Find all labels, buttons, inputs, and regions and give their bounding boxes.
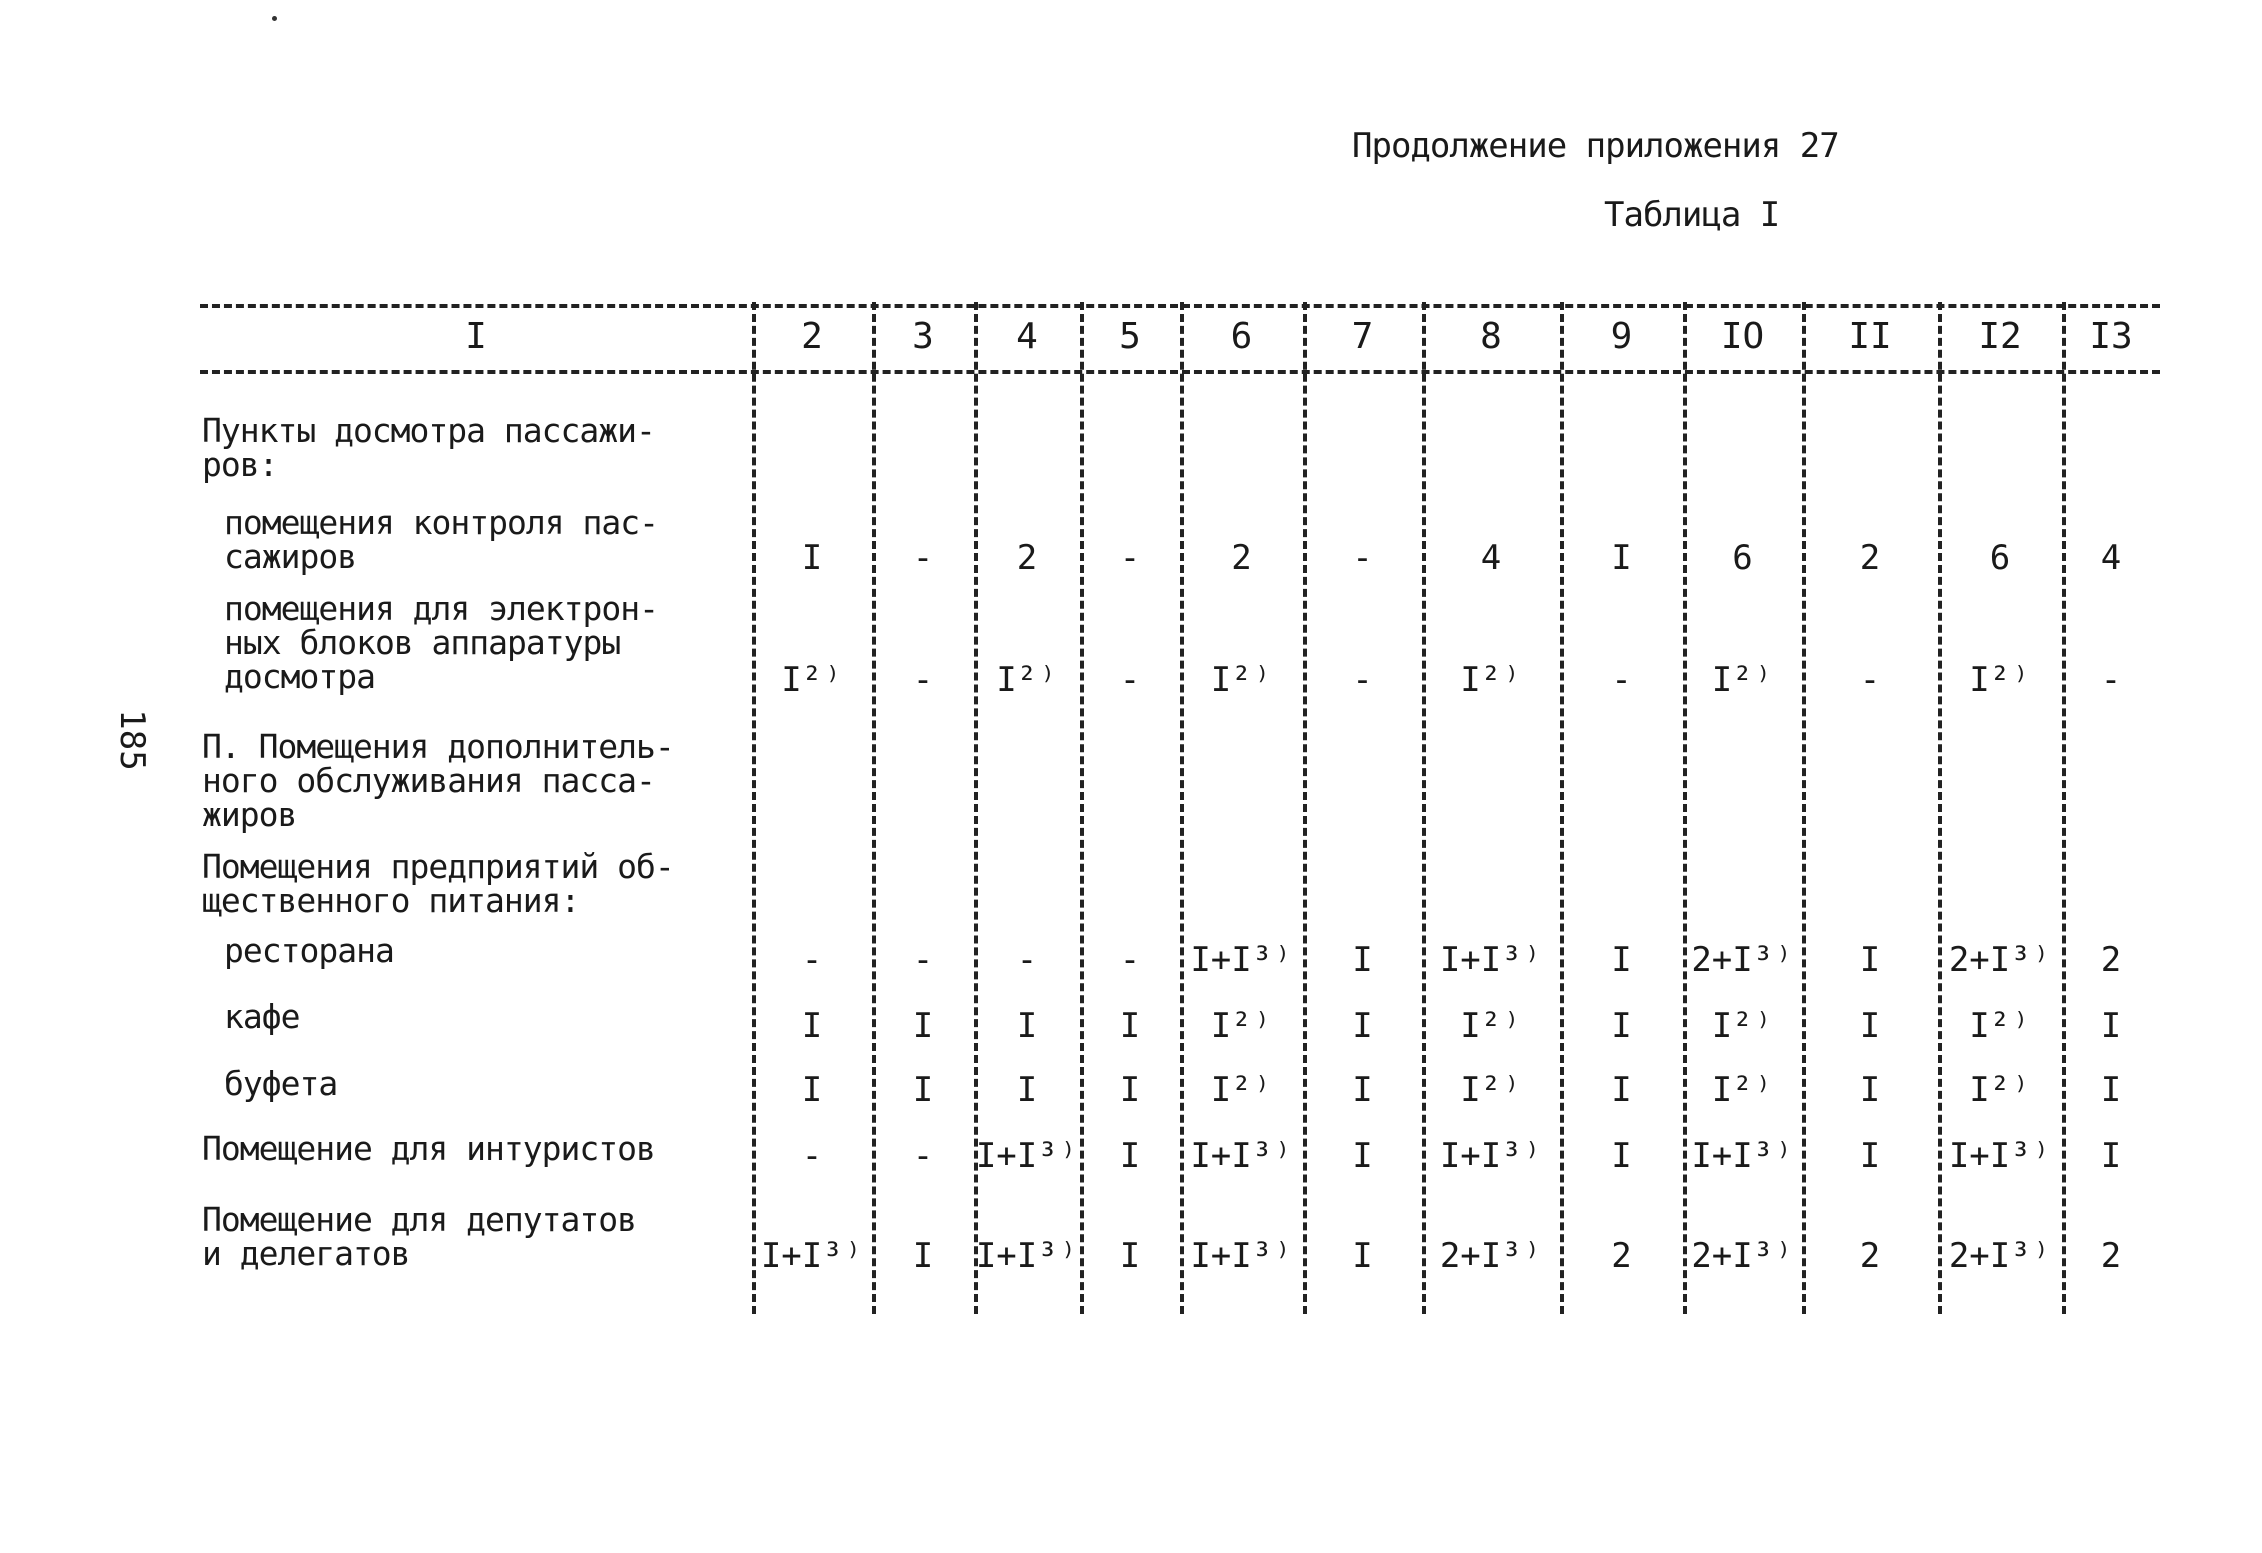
column-header: 5 — [1119, 316, 1141, 357]
table-cell: - — [801, 1136, 823, 1176]
table-cell: - — [1352, 538, 1373, 578]
table-cell: I — [1352, 1236, 1373, 1276]
table-cell: I — [1611, 1136, 1632, 1176]
table-cell: I — [1352, 1136, 1373, 1176]
table-cell: - — [912, 1136, 934, 1176]
column-header: 3 — [912, 316, 934, 357]
table-cell: 2 — [2100, 940, 2122, 980]
column-header: 6 — [1230, 316, 1253, 357]
table-cell: I²⁾ — [1210, 1070, 1273, 1110]
row-label: буфета — [224, 1064, 338, 1103]
column-header: 2 — [801, 316, 823, 357]
table-cell: I+I³⁾ — [1439, 940, 1543, 980]
table-cell: I²⁾ — [1460, 660, 1522, 700]
table-cell: - — [1119, 538, 1141, 578]
table-cell: I — [1352, 940, 1373, 980]
table-cell: I — [912, 1006, 934, 1046]
table-cell: 2+I³⁾ — [1948, 940, 2052, 980]
table-cell: I — [1119, 1006, 1141, 1046]
table-cell: 4 — [2100, 538, 2122, 578]
table-cell: I — [1859, 1070, 1881, 1110]
table-cell: I+I³⁾ — [1190, 1236, 1293, 1276]
table-cell: I — [1859, 1006, 1881, 1046]
table-cell: 2+I³⁾ — [1691, 940, 1794, 980]
column-header: 8 — [1480, 316, 1502, 357]
table-cell: I — [1016, 1006, 1038, 1046]
table-cell: - — [912, 538, 934, 578]
table-cell: I+I³⁾ — [1190, 940, 1293, 980]
table-title: Таблица I — [1604, 195, 1780, 235]
column-header: I3 — [2089, 316, 2133, 357]
table-cell: - — [912, 940, 934, 980]
table-cell: I²⁾ — [1460, 1070, 1522, 1110]
table-cell: I — [1352, 1070, 1373, 1110]
speck-dot — [272, 16, 277, 21]
page-number: 185 — [112, 709, 152, 771]
table-cell: I²⁾ — [1969, 1006, 2031, 1046]
table-cell: I²⁾ — [1711, 1006, 1774, 1046]
table-cell: I — [1119, 1070, 1141, 1110]
table-cell: I²⁾ — [1210, 1006, 1273, 1046]
table-cell: I — [801, 1006, 823, 1046]
table-cell: I — [1352, 1006, 1373, 1046]
column-header: 4 — [1016, 316, 1038, 357]
row-label: ресторана — [224, 931, 394, 970]
table-cell: - — [1119, 660, 1141, 700]
table-cell: 6 — [1732, 538, 1753, 578]
table-cell: - — [1611, 660, 1632, 700]
table-cell: - — [1859, 660, 1881, 700]
table-cell: I — [1119, 1236, 1141, 1276]
column-header: IO — [1720, 316, 1765, 357]
table-cell: I²⁾ — [1460, 1006, 1522, 1046]
table-cell: - — [912, 660, 934, 700]
row-label: Пункты досмотра пассажи- ров: — [202, 411, 655, 484]
table-cell: I+I³⁾ — [975, 1236, 1079, 1276]
table-cell: I+I³⁾ — [1691, 1136, 1794, 1176]
table-cell: 2 — [1859, 1236, 1881, 1276]
table-cell: I²⁾ — [1210, 660, 1273, 700]
table-cell: I+I³⁾ — [975, 1136, 1079, 1176]
table-cell: 2+I³⁾ — [1691, 1236, 1794, 1276]
table-cell: I — [1611, 538, 1632, 578]
table-cell: - — [1119, 940, 1141, 980]
table-cell: - — [1352, 660, 1373, 700]
table-cell: I — [912, 1236, 934, 1276]
table-cell: 2 — [1231, 538, 1252, 578]
table-cell: 2 — [2100, 1236, 2122, 1276]
table-cell: - — [2100, 660, 2122, 700]
table-cell: I²⁾ — [1969, 1070, 2031, 1110]
table-cell: I — [1859, 1136, 1881, 1176]
row-label: кафе — [224, 997, 300, 1036]
table-cell: 2 — [1016, 538, 1038, 578]
table-cell: 2 — [1859, 538, 1881, 578]
row-label: Помещение для интуристов — [202, 1129, 655, 1168]
table-cell: I — [2100, 1070, 2122, 1110]
row-label: помещения контроля пас- сажиров — [224, 503, 658, 576]
continuation-header: Продолжение приложения 27 — [1352, 126, 1839, 166]
row-label: П. Помещения дополнитель- ного обслуживания пасса- жиров — [202, 727, 674, 834]
table-cell: I+I³⁾ — [760, 1236, 864, 1276]
table-cell: I — [801, 538, 823, 578]
row-label: Помещения предприятий об- щественного питания: — [202, 847, 674, 920]
table-cell: 2+I³⁾ — [1948, 1236, 2052, 1276]
column-header: 7 — [1351, 316, 1374, 357]
table-cell: I — [1119, 1136, 1141, 1176]
table-cell: 4 — [1480, 538, 1502, 578]
table-cell: I²⁾ — [1711, 1070, 1774, 1110]
table-cell: I — [1611, 940, 1632, 980]
table-cell: I²⁾ — [996, 660, 1058, 700]
table-cell: I — [1611, 1070, 1632, 1110]
table-cell: I²⁾ — [1711, 660, 1774, 700]
table-cell: I — [1611, 1006, 1632, 1046]
column-header: I2 — [1978, 316, 2022, 357]
table-cell: I+I³⁾ — [1948, 1136, 2052, 1176]
table-cell: I²⁾ — [1969, 660, 2031, 700]
table-cell: - — [801, 940, 823, 980]
row-label: Помещение для депутатов и делегатов — [202, 1200, 636, 1273]
table-cell: - — [1016, 940, 1038, 980]
table-cell: 2+I³⁾ — [1439, 1236, 1543, 1276]
table-cell: I — [2100, 1136, 2122, 1176]
table-cell: I — [801, 1070, 823, 1110]
table-cell: I — [1859, 940, 1881, 980]
table-cell: 2 — [1611, 1236, 1632, 1276]
row-label: помещения для электрон- ных блоков аппаратуры досмотра — [224, 589, 658, 696]
table-cell: I — [1016, 1070, 1038, 1110]
column-header: I — [465, 316, 487, 357]
table-cell: I — [2100, 1006, 2122, 1046]
table-cell: I — [912, 1070, 934, 1110]
table-cell: I²⁾ — [781, 660, 843, 700]
table-cell: 6 — [1989, 538, 2011, 578]
column-header: II — [1848, 316, 1892, 357]
table-cell: I+I³⁾ — [1190, 1136, 1293, 1176]
table-cell: I+I³⁾ — [1439, 1136, 1543, 1176]
column-header: 9 — [1610, 316, 1633, 357]
